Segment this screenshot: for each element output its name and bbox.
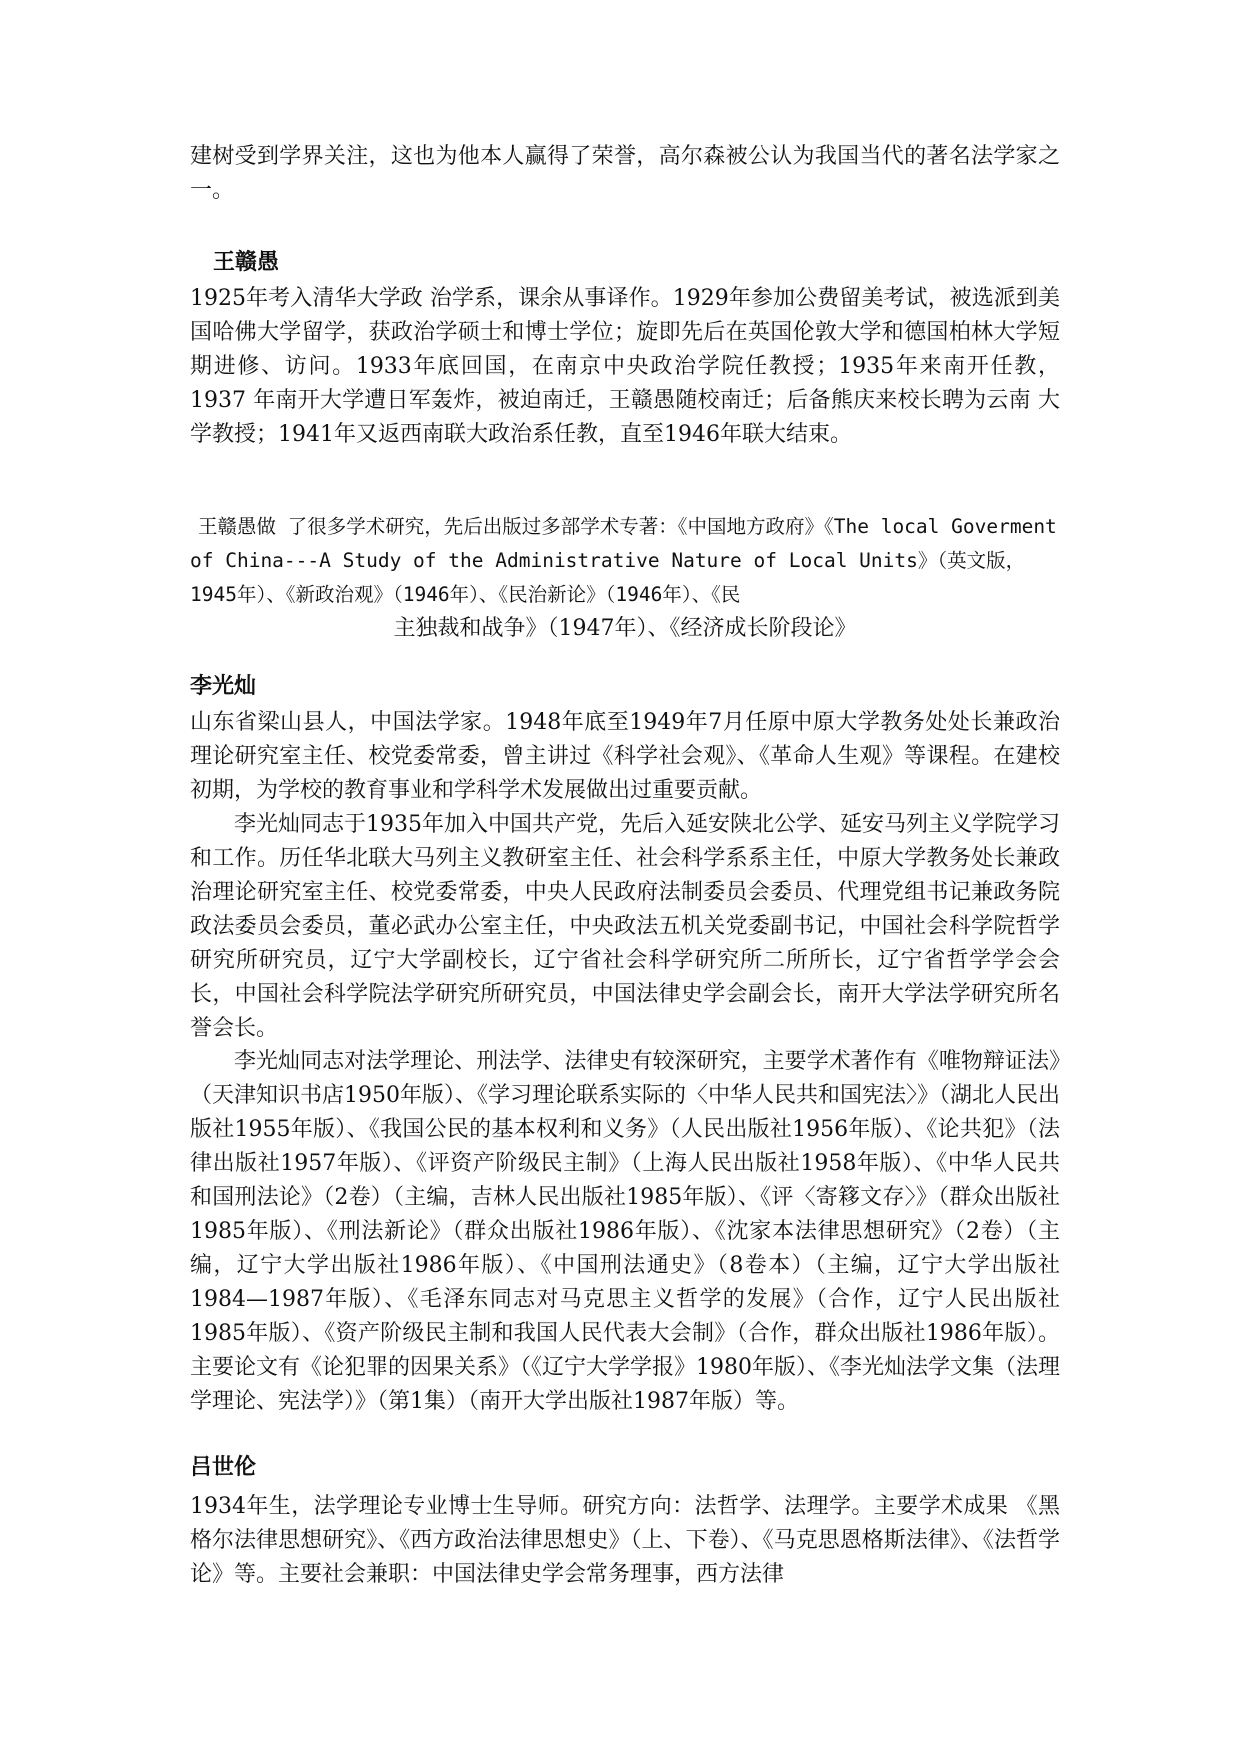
li-works-paragraph: 李光灿同志对法学理论、刑法学、法律史有较深研究，主要学术著作有《唯物辩证法》（天津知识书店1950年版）、《学习理论联系实际的〈中华人民共和国宪法〉》（湖北人民出版社1955年版）、《我国公民的基本权利和义务》（人民出版社1956年版）、《论共犯》（法律出版社1957年版）、《评资产阶级民主制》（上海人民出版社1958年版）、《中华人民共和国刑法论》（2卷）（主编，吉林人民出版社1985年版）、《评〈寄簃文存〉》（群众出版社1985年版）、《刑法新论》（群众出版社1986年版）、《沈家本法律思想研究》（2卷）（主编，辽宁大学出版社1986年版）、《中国刑法通史》（8卷本）（主编，辽宁大学出版社1984—1987年版）、《毛泽东同志对马克思主义哲学的发展》（合作，辽宁人民出版社1985年版）、《资产阶级民主制和我国人民代表大会制》（合作，群众出版社1986年版）。主要论文有《论犯罪的因果关系》（《辽宁大学学报》1980年版）、《李光灿法学文集（法理学理论、宪法学）》（第1集）（南开大学出版社1987年版）等。 (190, 1049, 1060, 1414)
li-career-paragraph: 李光灿同志于1935年加入中国共产党，先后入延安陕北公学、延安马列主义学院学习和工作。历任华北联大马列主义教研室主任、社会科学系系主任，中原大学教务处长兼政治理论研究室主任、校党委常委，中央人民政府法制委员会委员、代理党组书记兼政务院政法委员会委员，董必武办公室主任，中央政法五机关党委副书记，中国社会科学院哲学研究所研究员，辽宁大学副校长，辽宁省社会科学研究所二所所长，辽宁省哲学学会会长，中国社会科学院法学研究所研究员，中国法律史学会副会长，南开大学法学研究所名誉会长。 (190, 812, 1060, 1041)
wang-bio-paragraph: 1925年考入清华大学政 治学系，课余从事译作。1929年参加公费留美考试，被选派到美国哈佛大学留学，获政治学硕士和博士学位；旋即先后在英国伦敦大学和德国柏林大学短期进修、访问。1933年底回国，在南京中央政治学院任教授；1935年来南开任教，1937 年南开大学遭日军轰炸，被迫南迁，王赣愚随校南迁；后备熊庆来校长聘为云南 大学教授；1941年又返西南联大政治系任教，直至1946年联大结束。 (190, 286, 1060, 447)
section-heading-wang: 王赣愚 (213, 250, 280, 275)
wang-works-paragraph-end: 主独裁和战争》（1947年）、《经济成长阶段论》 (393, 616, 857, 641)
section-heading-li: 李光灿 (190, 674, 257, 699)
intro-paragraph: 建树受到学界关注，这也为他本人赢得了荣誉，高尔森被公认为我国当代的著名法学家之一。 (190, 144, 1060, 203)
lv-bio-paragraph: 1934年生，法学理论专业博士生导师。研究方向：法哲学、法理学。主要学术成果 《黑格尔法律思想研究》、《西方政治法律思想史》（上、下卷）、《马克思恩格斯法律》、《法哲学论》等。主要社会兼职：中国法律史学会常务理事，西方法律 (190, 1494, 1060, 1587)
section-heading-lv: 吕世伦 (190, 1455, 257, 1480)
li-bio-paragraph: 山东省梁山县人，中国法学家。1948年底至1949年7月任原中原大学教务处处长兼政治理论研究室主任、校党委常委，曾主讲过《科学社会观》、《革命人生观》等课程。在建校初期，为学校的教育事业和学科学术发展做出过重要贡献。 (190, 710, 1060, 803)
wang-works-paragraph: 王赣愚做 了很多学术研究，先后出版过多部学术专著：《中国地方政府》《The local Goverment of China---A Study of the Administrative Nature of Local Units》（英文版，1945年）、《新政治观》（1946年）、《民治新论》（1946年）、《民 (190, 515, 1057, 606)
